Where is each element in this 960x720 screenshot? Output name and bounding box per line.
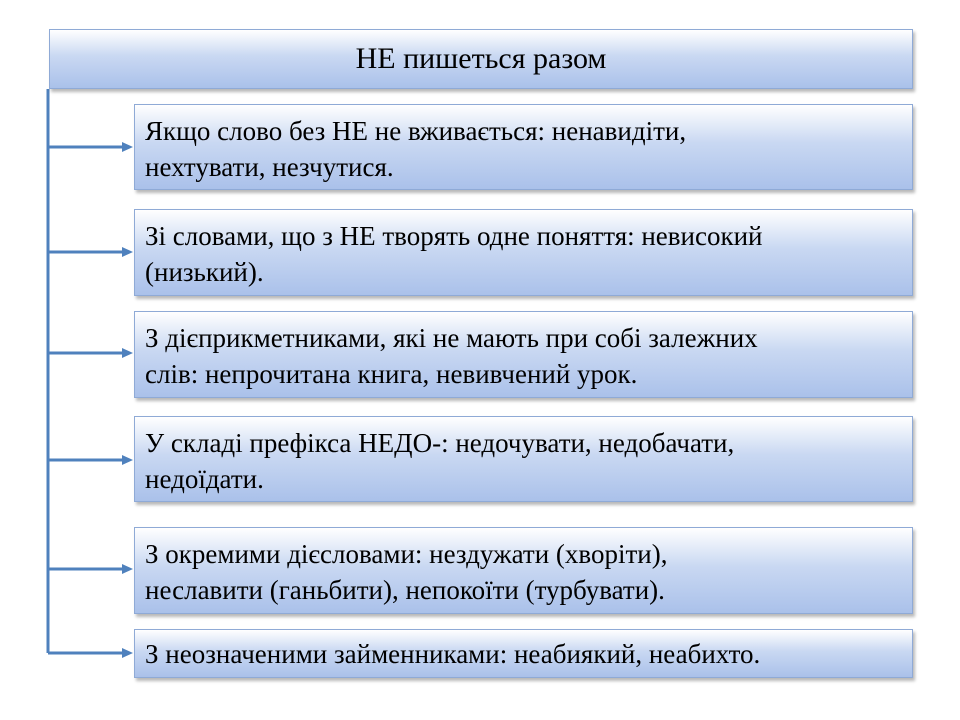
arrow-to-item-4 xyxy=(48,455,133,465)
diagram-title: НЕ пишеться разом xyxy=(355,42,607,75)
rule-box-5 xyxy=(134,527,913,614)
rule-box-4 xyxy=(134,416,913,502)
rule-text-6: З неозначеними займенниками: неабиякий, неабихто. xyxy=(145,639,761,669)
arrow-to-item-3 xyxy=(48,348,133,358)
rule-box-2 xyxy=(134,209,913,296)
rule-text-1: Якщо слово без НЕ не вживається: ненавидіти, нехтувати, незчутися. xyxy=(145,116,687,182)
rule-box-6 xyxy=(134,629,913,678)
rule-text-5: З окремими дієсловами: нездужати (хворіти), неславити (ганьбити), непокоїти (турбувати). xyxy=(145,539,668,605)
arrow-to-item-2 xyxy=(48,247,133,257)
rule-text-4: У складі префікса НЕДО-: недочувати, недобачати, недоїдати. xyxy=(145,428,735,494)
rule-text-2: Зі словами, що з НЕ творять одне поняття: невисокий (низький). xyxy=(145,221,763,287)
title-box xyxy=(49,29,913,89)
rule-box-1 xyxy=(134,104,913,190)
arrow-to-item-5 xyxy=(48,564,133,574)
arrow-to-item-1 xyxy=(48,142,133,152)
arrow-to-item-6 xyxy=(48,648,133,658)
rule-box-3 xyxy=(134,311,913,398)
rule-text-3: З дієприкметниками, які не мають при собі залежних слів: непрочитана книга, невивчений урок. xyxy=(145,323,758,389)
